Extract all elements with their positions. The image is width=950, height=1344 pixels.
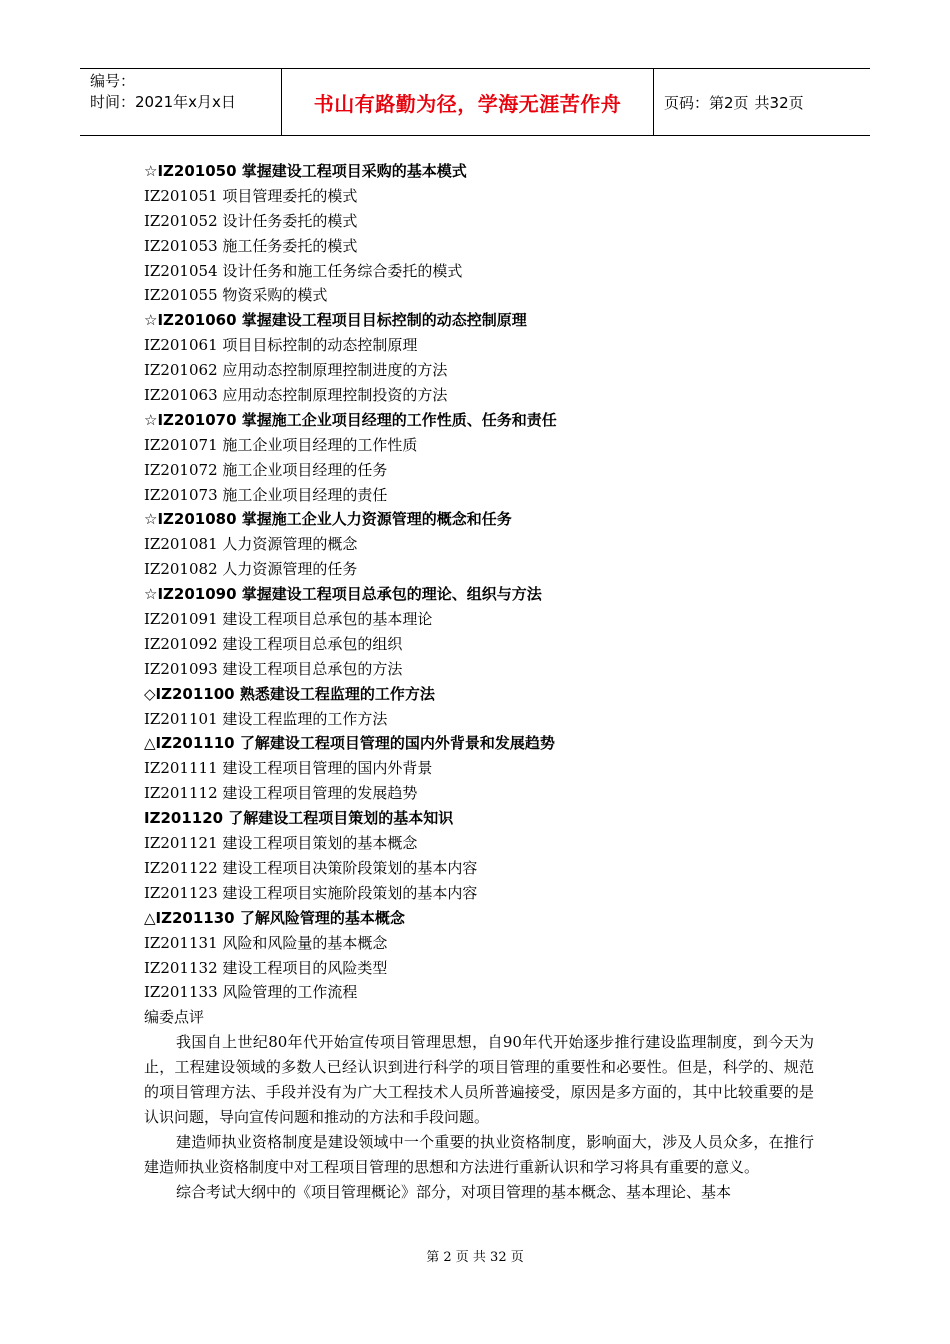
syllabus-heading: △IZ201110 了解建设工程项目管理的国内外背景和发展趋势 [144, 734, 555, 753]
syllabus-item: IZ201055 物资采购的模式 [144, 286, 328, 305]
header-page-cell [654, 69, 870, 135]
syllabus-item: IZ201131 风险和风险量的基本概念 [144, 933, 388, 952]
syllabus-item: IZ201082 人力资源管理的任务 [144, 560, 358, 579]
syllabus-item: IZ201062 应用动态控制原理控制进度的方法 [144, 361, 448, 380]
page-header [80, 68, 870, 136]
syllabus-list [144, 159, 814, 1030]
syllabus-item: IZ201101 建设工程监理的工作方法 [144, 709, 388, 728]
header-page-number: 页码：第2页 [664, 93, 749, 112]
header-page-total: 共32页 [754, 93, 804, 112]
syllabus-heading: ◇IZ201100 熟悉建设工程监理的工作方法 [144, 684, 435, 703]
header-motto-cell [282, 69, 654, 135]
syllabus-item: IZ201091 建设工程项目总承包的基本理论 [144, 610, 433, 629]
syllabus-item: IZ201122 建设工程项目决策阶段策划的基本内容 [144, 858, 478, 877]
document-body [144, 159, 814, 1205]
document-date-label: 时间：2021年x月x日 [90, 93, 236, 111]
syllabus-heading: ☆IZ201060 掌握建设工程项目目标控制的动态控制原理 [144, 311, 527, 330]
syllabus-item: IZ201112 建设工程项目管理的发展趋势 [144, 784, 418, 803]
commentary-section [144, 1030, 814, 1205]
syllabus-heading: ☆IZ201080 掌握施工企业人力资源管理的概念和任务 [144, 510, 512, 529]
syllabus-heading: ☆IZ201070 掌握施工企业项目经理的工作性质、任务和责任 [144, 410, 557, 429]
syllabus-item: IZ201071 施工企业项目经理的工作性质 [144, 435, 418, 454]
syllabus-item: IZ201063 应用动态控制原理控制投资的方法 [144, 386, 448, 405]
syllabus-item: IZ201072 施工企业项目经理的任务 [144, 460, 388, 479]
commentary-paragraph: 综合考试大纲中的《项目管理概论》部分，对项目管理的基本概念、基本理论、基本 [176, 1183, 732, 1202]
syllabus-item: IZ201054 设计任务和施工任务综合委托的模式 [144, 261, 463, 280]
header-meta-cell [80, 69, 282, 135]
header-motto: 书山有路勤为径，学海无涯苦作舟 [313, 91, 622, 116]
syllabus-item: IZ201073 施工企业项目经理的责任 [144, 485, 388, 504]
syllabus-item: IZ201053 施工任务委托的模式 [144, 236, 358, 255]
syllabus-item: IZ201061 项目目标控制的动态控制原理 [144, 336, 418, 355]
syllabus-item: IZ201093 建设工程项目总承包的方法 [144, 659, 403, 678]
syllabus-item: IZ201133 风险管理的工作流程 [144, 983, 358, 1002]
syllabus-item: IZ201052 设计任务委托的模式 [144, 211, 358, 230]
syllabus-item: IZ201111 建设工程项目管理的国内外背景 [144, 759, 433, 778]
syllabus-item: IZ201092 建设工程项目总承包的组织 [144, 634, 403, 653]
syllabus-item: IZ201132 建设工程项目的风险类型 [144, 958, 388, 977]
syllabus-heading: ☆IZ201050 掌握建设工程项目采购的基本模式 [144, 162, 467, 180]
syllabus-heading: △IZ201130 了解风险管理的基本概念 [144, 908, 405, 927]
syllabus-item: 编委点评 [144, 1008, 205, 1027]
commentary-paragraph: 建造师执业资格制度是建设领域中一个重要的执业资格制度，影响面大，涉及人员众多，在推行建造师执业资格制度中对工程项目管理的思想和方法进行重新认识和学习将具有重要的意义。 [144, 1133, 814, 1177]
document-number-label: 编号： [90, 72, 136, 90]
syllabus-item: IZ201123 建设工程项目实施阶段策划的基本内容 [144, 883, 478, 902]
syllabus-item: IZ201051 项目管理委托的模式 [144, 186, 358, 205]
syllabus-item: IZ201081 人力资源管理的概念 [144, 535, 358, 554]
syllabus-item: IZ201121 建设工程项目策划的基本概念 [144, 834, 418, 853]
page-footer: 第 2 页 共 32 页 [426, 1250, 524, 1265]
commentary-paragraph: 我国自上世纪80年代开始宣传项目管理思想，自90年代开始逐步推行建设监理制度，到今天为止，工程建设领域的多数人已经认识到进行科学的项目管理的重要性和必要性。但是，科学的、规范的项目管理方法、手段并没有为广大工程技术人员所普遍接受，原因是多方面的，其中比较重要的是认识问题，导向宣传问题和推动的方法和手段问题。 [144, 1033, 814, 1127]
syllabus-heading: ☆IZ201090 掌握建设工程项目总承包的理论、组织与方法 [144, 585, 542, 604]
syllabus-heading: IZ201120 了解建设工程项目策划的基本知识 [144, 809, 454, 828]
